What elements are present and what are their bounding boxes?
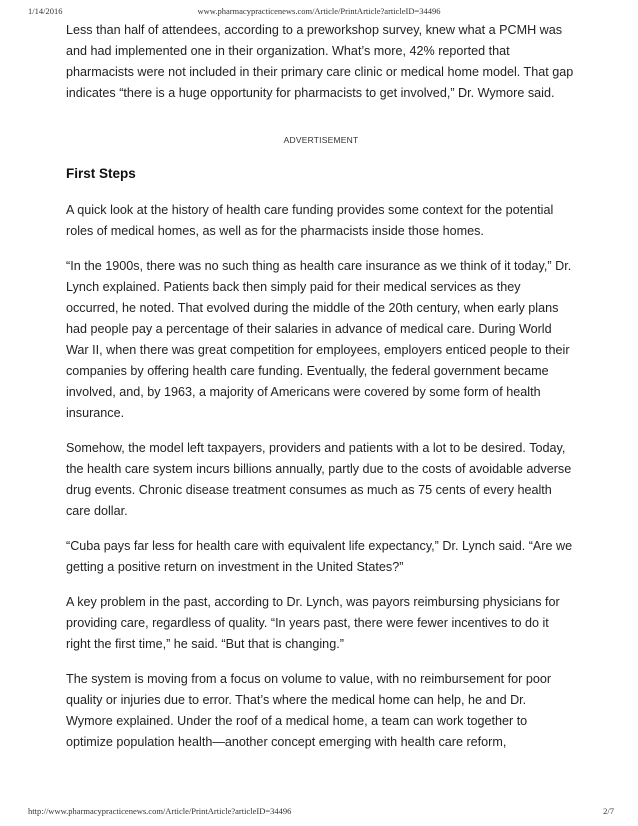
section-heading: First Steps (66, 166, 136, 181)
print-date: 1/14/2016 (28, 6, 63, 16)
page-number: 2/7 (603, 806, 614, 816)
article-paragraph: The system is moving from a focus on volume to value, with no reimbursement for poor quality or injuries due to error. That’s where the medical home can help, he and Dr. Wymore explained. Under the roof of a medical home, a team can work together to optimize population health—another concept emerging with health care reform, (66, 672, 552, 749)
article-paragraph: Somehow, the model left taxpayers, providers and patients with a lot to be desired. Today, the health care system incurs billions annually, partly due to the costs of avoidable adverse drug events. Chronic disease treatment consumes as much as 75 cents of every health care dollar. (66, 441, 572, 518)
print-footer (0, 806, 638, 818)
advertisement-label: ADVERTISEMENT (283, 135, 359, 145)
article-paragraph: “Cuba pays far less for health care with equivalent life expectancy,” Dr. Lynch said. “Are we getting a positive return on investment in the United States?” (66, 539, 573, 574)
footer-url-link[interactable]: http://www.pharmacypracticenews.com/Article/PrintArticle?articleID=34496 (28, 806, 292, 816)
print-header-url: www.pharmacypracticenews.com/Article/PrintArticle?articleID=34496 (197, 6, 441, 16)
intro-paragraph: Less than half of attendees, according to a preworkshop survey, knew what a PCMH was and had implemented one in their organization. What’s more, 42% reported that pharmacists were not included in their primary care clinic or medical home model. That gap indicates “there is a huge opportunity for pharmacists to get involved,” Dr. Wymore said. (66, 23, 574, 100)
article-paragraph: A key problem in the past, according to Dr. Lynch, was payors reimbursing physicians for providing care, regardless of quality. “In years past, there were fewer incentives to do it right the first time,” he said. “But that is changing.” (66, 595, 560, 651)
article-paragraph: “In the 1900s, there was no such thing as health care insurance as we think of it today,” Dr. Lynch explained. Patients back then simply paid for their medical services as they occurred, he noted. That evolved during the middle of the 20th century, when early plans had people pay a percentage of their salaries in advance of medical care. During World War II, when there was great competition for employees, employers enticed people to their companies by offering health care funding. Eventually, the federal government became involved, and, by 1963, a majority of Americans were covered by some form of health insurance. (66, 259, 572, 420)
article-body (66, 20, 576, 753)
article-paragraph: A quick look at the history of health care funding provides some context for the potential roles of medical homes, as well as for the pharmacists inside those homes. (66, 203, 554, 238)
print-header (0, 6, 638, 18)
